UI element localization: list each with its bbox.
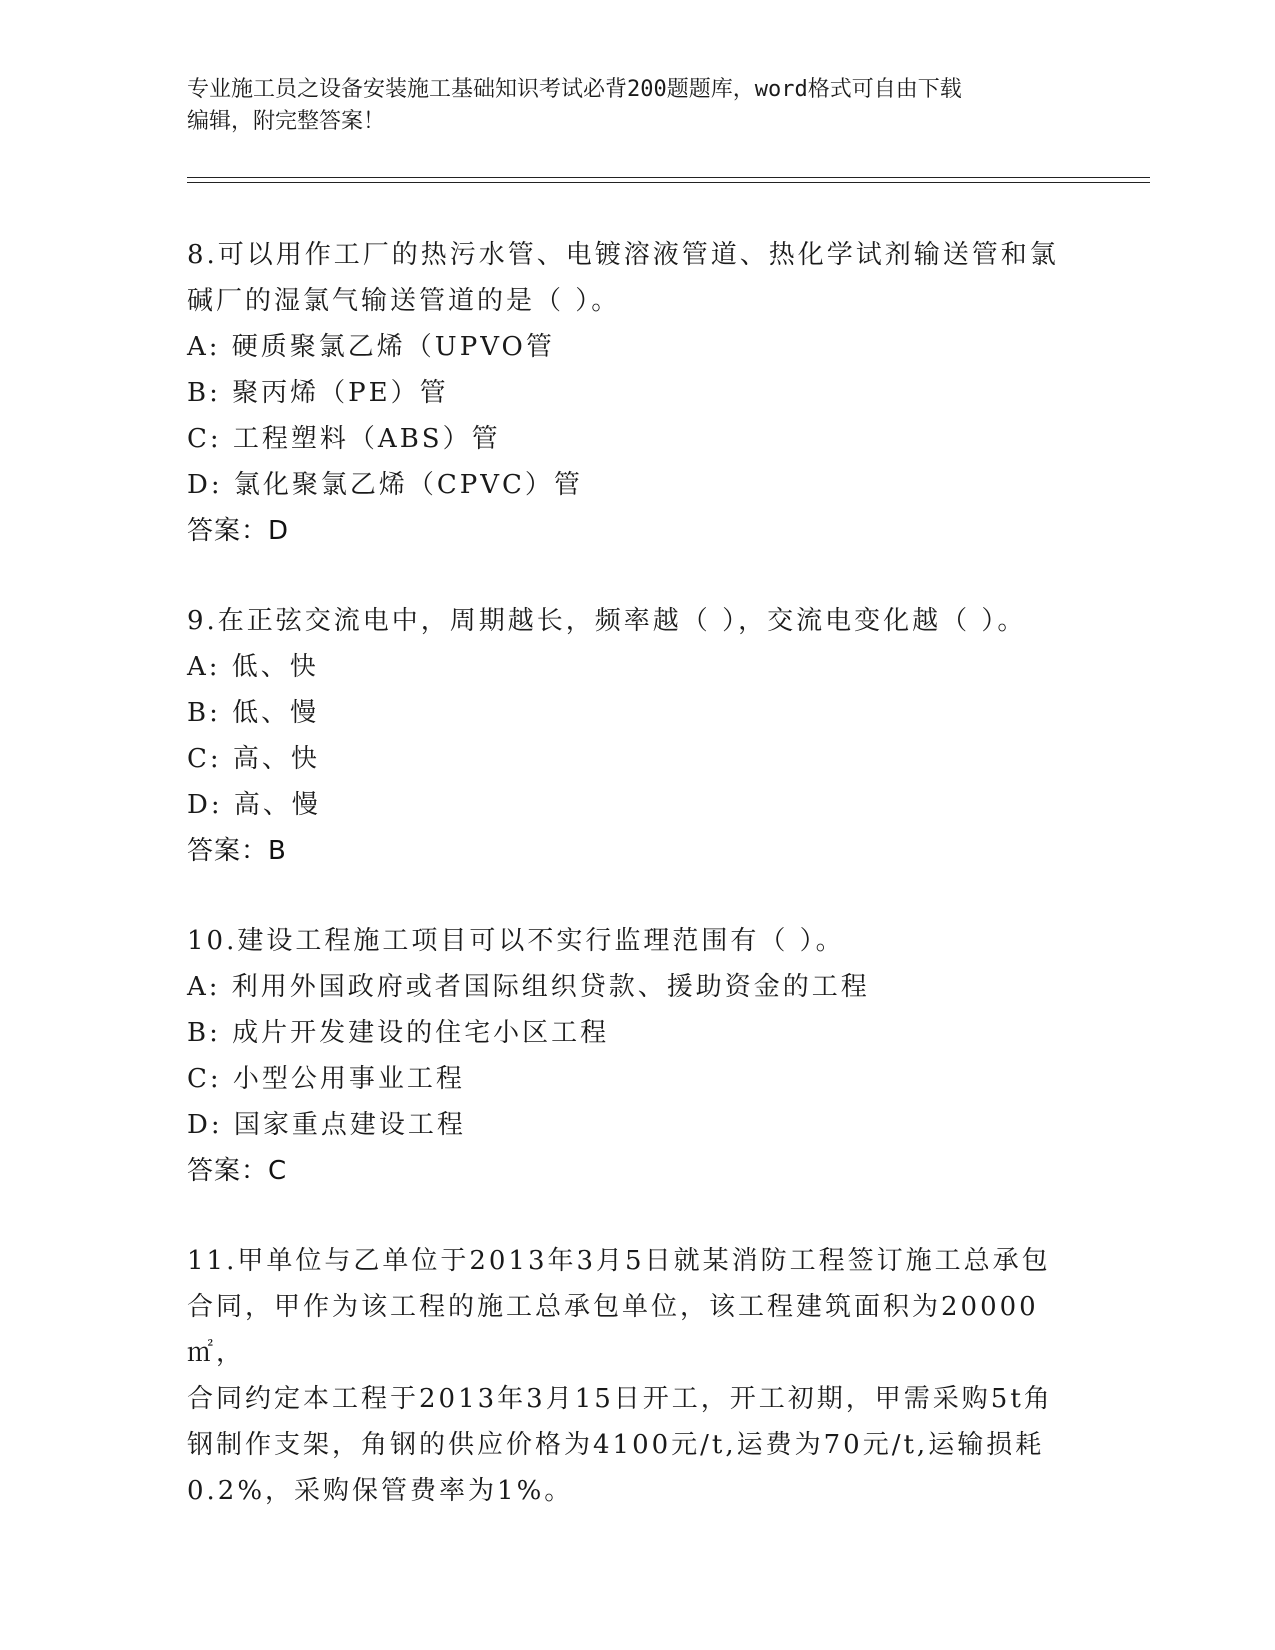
option-d: D: 高、慢 <box>187 790 321 820</box>
question-8 <box>187 232 1087 554</box>
option-c: C: 工程塑料（ABS）管 <box>187 424 501 454</box>
question-11 <box>187 1238 1087 1514</box>
question-text-line: 0.2%，采购保管费率为1%。 <box>187 1476 574 1506</box>
option-b: B: 成片开发建设的住宅小区工程 <box>187 1018 610 1048</box>
question-text-line: 合同约定本工程于2013年3月15日开工，开工初期，甲需采购5t角 <box>187 1384 1053 1414</box>
header-divider-top <box>187 177 1150 178</box>
option-c: C: 高、快 <box>187 744 320 774</box>
question-text-line: 合同，甲作为该工程的施工总承包单位，该工程建筑面积为20000㎡， <box>187 1292 1039 1368</box>
answer: 答案：D <box>187 516 290 546</box>
option-a: A: 低、快 <box>187 652 319 682</box>
question-text-line: 8.可以用作工厂的热污水管、电镀溶液管道、热化学试剂输送管和氯 <box>187 240 1059 270</box>
question-text-line: 11.甲单位与乙单位于2013年3月5日就某消防工程签订施工总承包 <box>187 1246 1051 1276</box>
question-text-line: 碱厂的湿氯气输送管道的是（ ）。 <box>187 286 621 316</box>
header-title-line-1: 专业施工员之设备安装施工基础知识考试必背200题题库，word格式可自由下载 <box>187 77 962 102</box>
question-10 <box>187 918 1087 1194</box>
option-c: C: 小型公用事业工程 <box>187 1064 465 1094</box>
header-divider-bottom <box>187 182 1150 183</box>
question-text-line: 钢制作支架，角钢的供应价格为4100元/t,运费为70元/t,运输损耗 <box>187 1430 1045 1460</box>
option-b: B: 聚丙烯（PE）管 <box>187 378 449 408</box>
header-title-line-2: 编辑，附完整答案！ <box>187 109 386 134</box>
answer: 答案：C <box>187 1156 288 1186</box>
option-b: B: 低、慢 <box>187 698 320 728</box>
option-a: A: 利用外国政府或者国际组织贷款、援助资金的工程 <box>187 972 870 1002</box>
answer: 答案：B <box>187 836 287 866</box>
question-9 <box>187 598 1087 874</box>
option-d: D: 国家重点建设工程 <box>187 1110 466 1140</box>
document-header <box>187 74 1087 138</box>
question-text-line: 9.在正弦交流电中，周期越长，频率越（ ），交流电变化越（ ）。 <box>187 606 1027 636</box>
option-d: D: 氯化聚氯乙烯（CPVC）管 <box>187 470 583 500</box>
question-list <box>187 232 1087 1558</box>
question-text-line: 10.建设工程施工项目可以不实行监理范围有（ ）。 <box>187 926 845 956</box>
option-a: A: 硬质聚氯乙烯（UPVO管 <box>187 332 555 362</box>
